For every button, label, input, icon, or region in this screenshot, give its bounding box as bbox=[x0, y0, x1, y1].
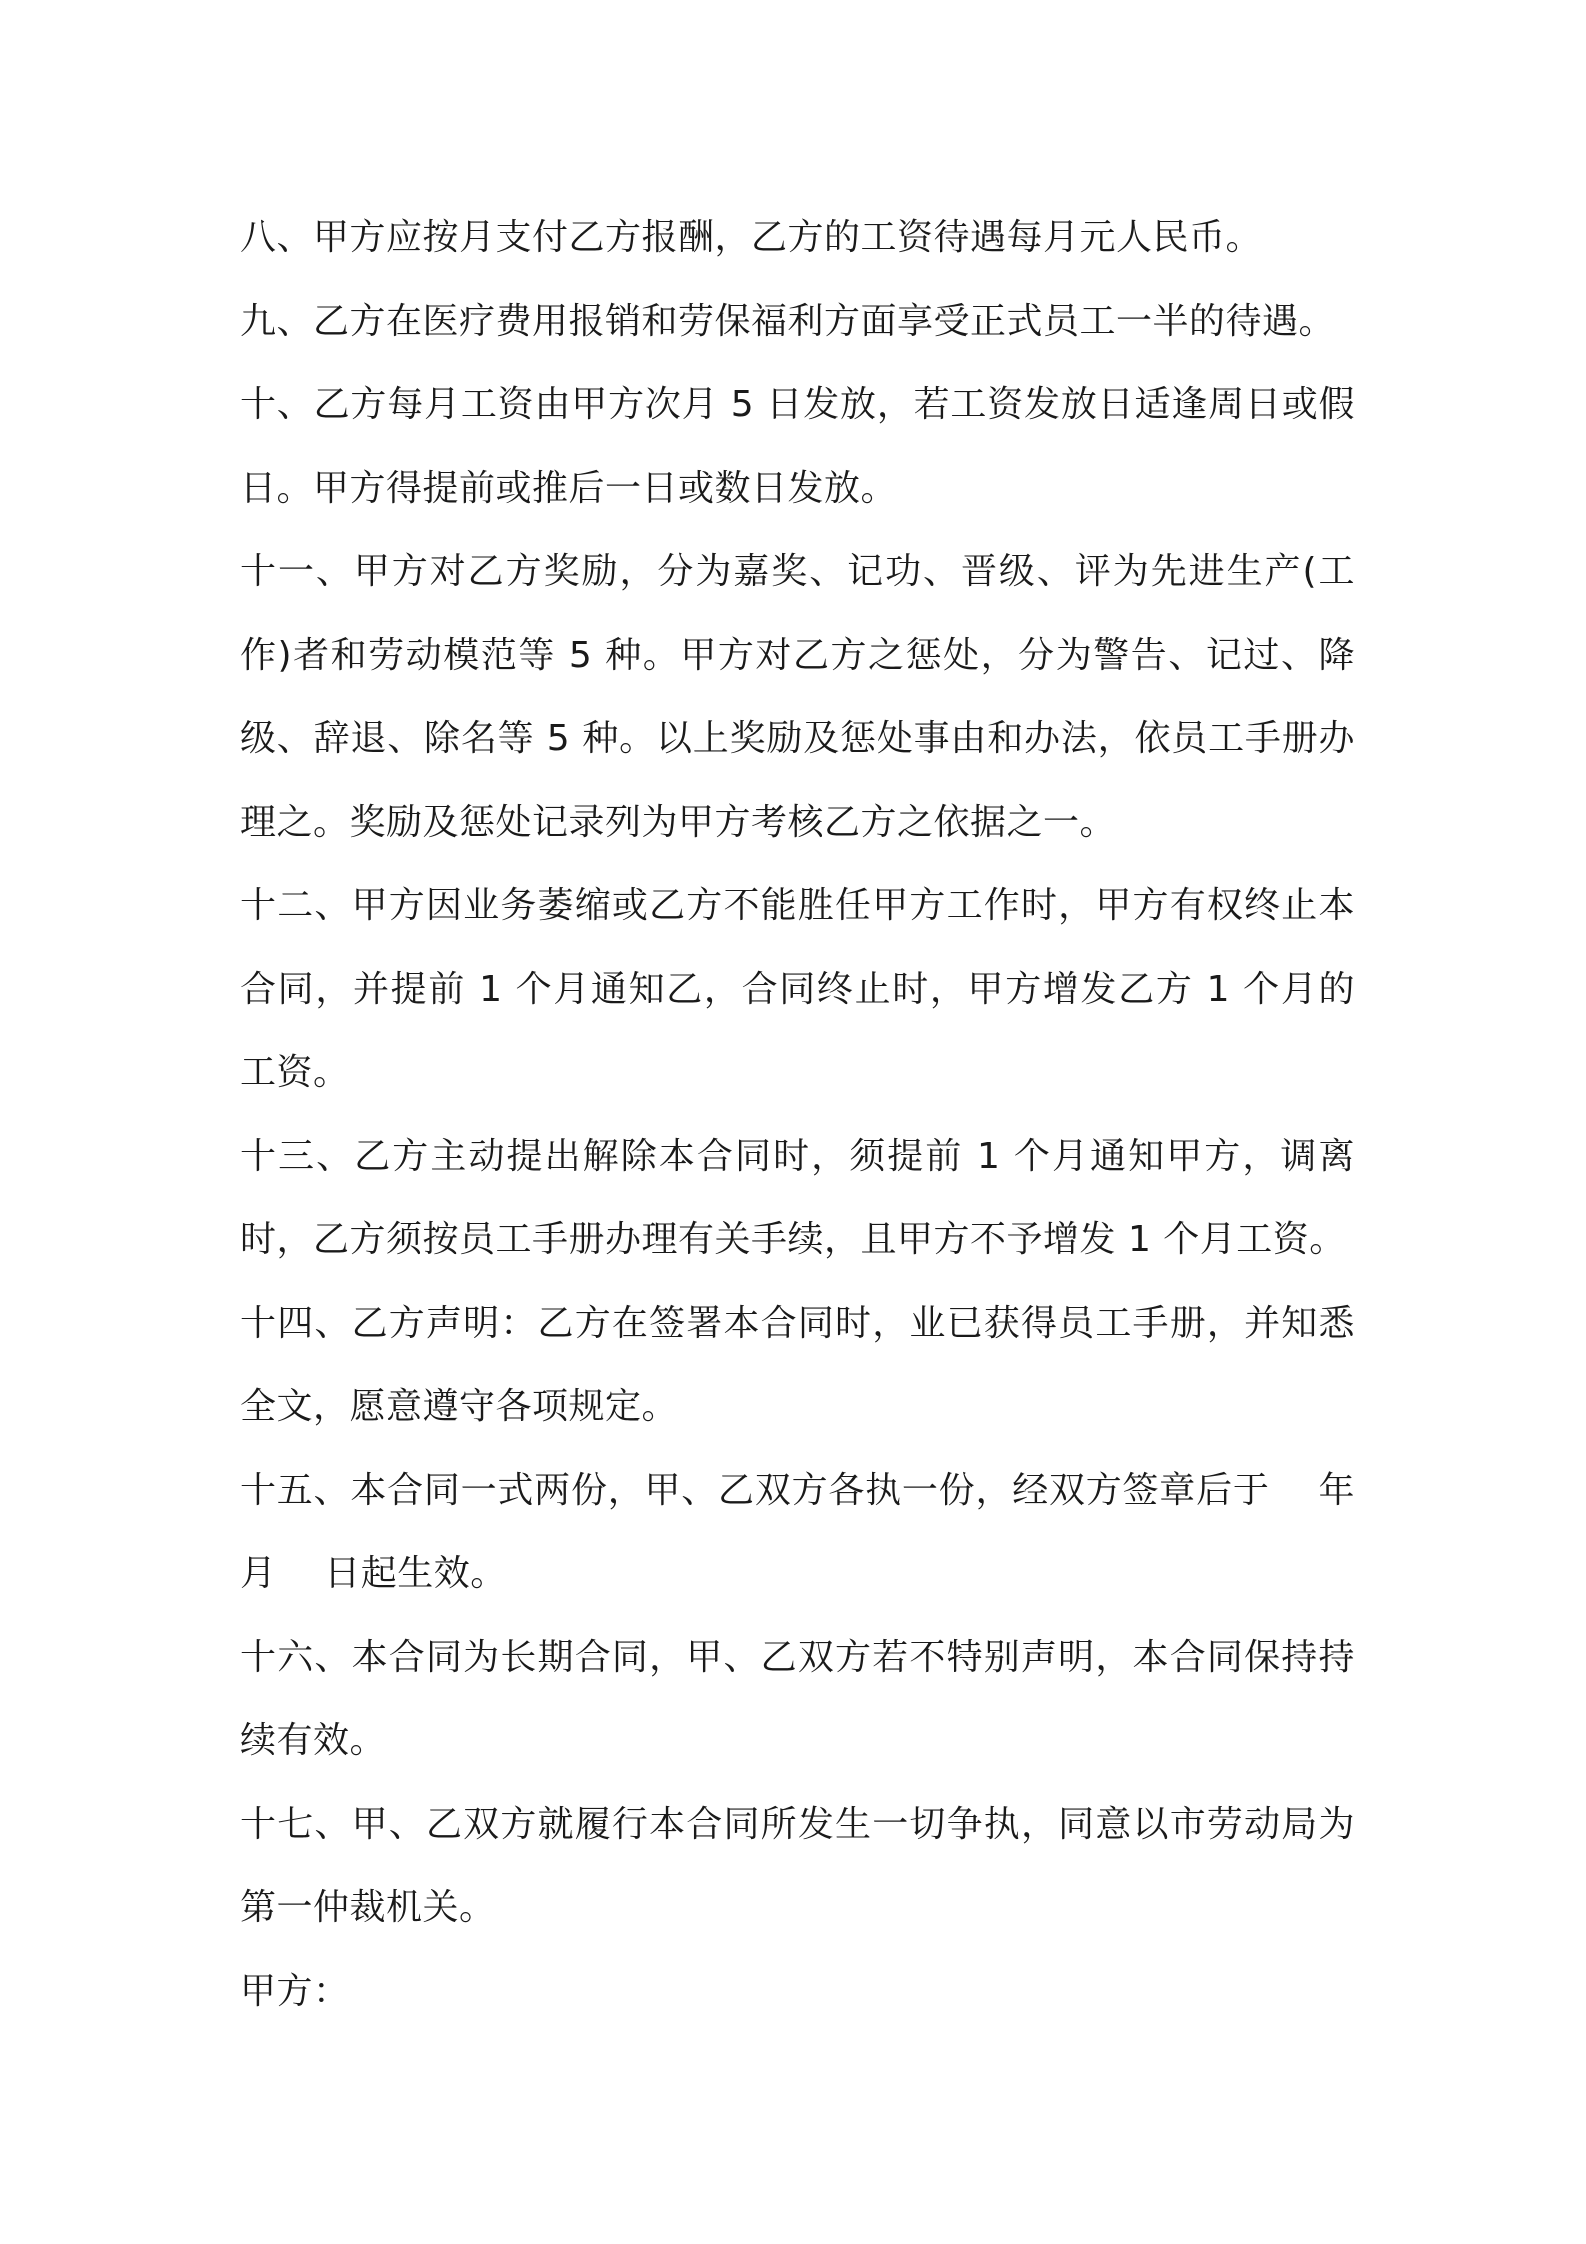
contract-body bbox=[240, 196, 1355, 2033]
clause-16: 十六、本合同为长期合同，甲、乙双方若不特别声明，本合同保持持续有效。 bbox=[240, 1636, 1355, 1761]
clause-10: 十、乙方每月工资由甲方次月 5 日发放，若工资发放日适逢周日或假日。甲方得提前或推后一日或数日发放。 bbox=[240, 384, 1355, 509]
clause-14: 十四、乙方声明：乙方在签署本合同时，业已获得员工手册，并知悉全文，愿意遵守各项规定。 bbox=[240, 1302, 1355, 1427]
clause-9: 九、乙方在医疗费用报销和劳保福利方面享受正式员工一半的待遇。 bbox=[240, 300, 1336, 342]
party-a-signature-label: 甲方： bbox=[240, 1970, 350, 2012]
clause-15: 十五、本合同一式两份，甲、乙双方各执一份，经双方签章后于 年月 日起生效。 bbox=[240, 1469, 1355, 1594]
clause-11: 十一、甲方对乙方奖励，分为嘉奖、记功、晋级、评为先进生产(工作)者和劳动模范等 5 种。甲方对乙方之惩处，分为警告、记过、降级、辞退、除名等 5 种。以上奖励及惩处事由和办法，依员工手册办理之。奖励及惩处记录列为甲方考核乙方之依据之一。 bbox=[240, 551, 1355, 843]
clause-12: 十二、甲方因业务萎缩或乙方不能胜任甲方工作时，甲方有权终止本合同，并提前 1 个月通知乙，合同终止时，甲方增发乙方 1 个月的工资。 bbox=[240, 885, 1355, 1093]
clause-13: 十三、乙方主动提出解除本合同时，须提前 1 个月通知甲方，调离时，乙方须按员工手册办理有关手续，且甲方不予增发 1 个月工资。 bbox=[240, 1135, 1355, 1260]
clause-17: 十七、甲、乙双方就履行本合同所发生一切争执，同意以市劳动局为第一仲裁机关。 bbox=[240, 1803, 1355, 1928]
clause-8: 八、甲方应按月支付乙方报酬，乙方的工资待遇每月元人民币。 bbox=[240, 217, 1263, 258]
